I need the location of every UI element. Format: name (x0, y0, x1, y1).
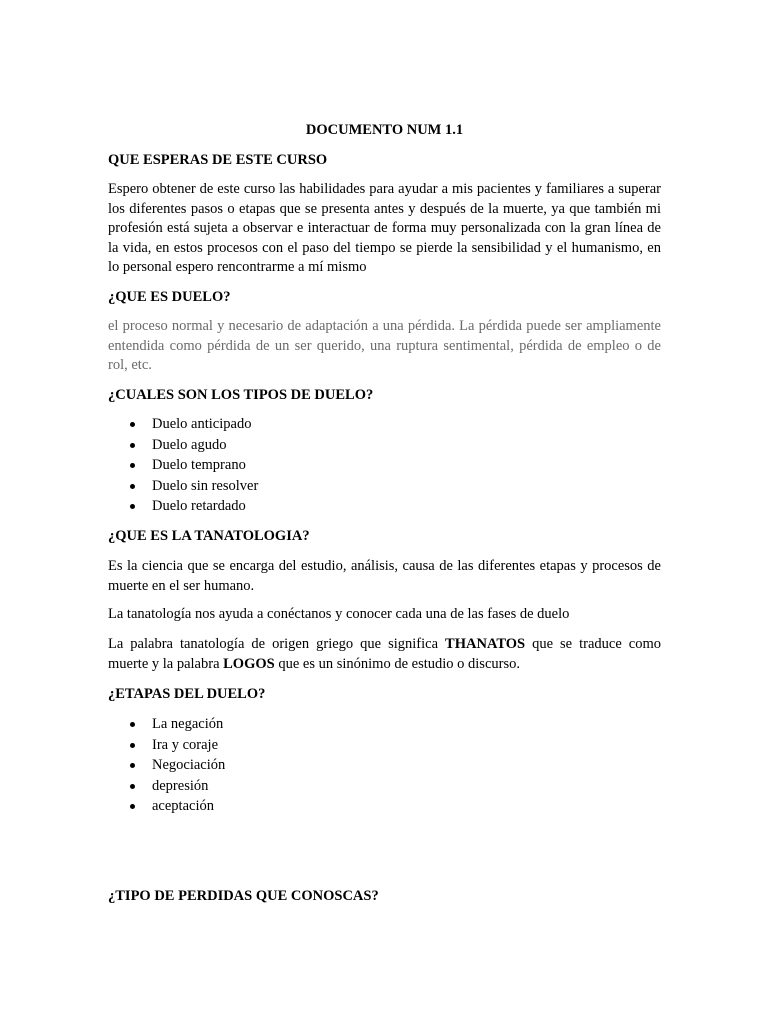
list-item (108, 435, 258, 456)
list-item-label: Ira y coraje (152, 736, 219, 753)
bullet-icon (130, 484, 135, 489)
paragraph-tanatologia-purpose: La tanatología nos ayuda a conéctanos y conocer cada una de las fases de duelo (108, 606, 570, 622)
etymology-text: que es un sinónimo de estudio o discurso. (274, 655, 520, 672)
bullet-icon (130, 743, 135, 748)
list-item (108, 496, 258, 517)
paragraph-tanatologia-definition: Es la ciencia que se encarga del estudio, análisis, causa de las diferentes etapas y procesos de muerte en el ser humano. (108, 558, 661, 594)
list-item (108, 796, 225, 817)
heading-etapas-del-duelo: ¿ETAPAS DEL DUELO? (108, 686, 266, 702)
bullet-icon (130, 504, 135, 509)
document-title: DOCUMENTO NUM 1.1 (305, 122, 464, 138)
list-item-label: Duelo agudo (152, 436, 227, 453)
heading-tipos-de-duelo: ¿CUALES SON LOS TIPOS DE DUELO? (108, 387, 374, 403)
list-item-label: Duelo temprano (152, 457, 246, 473)
heading-expectations: QUE ESPERAS DE ESTE CURSO (108, 152, 328, 168)
heading-que-es-tanatologia: ¿QUE ES LA TANATOLOGIA? (108, 528, 310, 544)
list-item-label: aceptación (152, 798, 214, 814)
list-item (108, 714, 225, 735)
list-tipos-de-duelo (108, 414, 258, 517)
list-item (108, 735, 225, 756)
list-item (108, 455, 258, 476)
list-item-label: depresión (152, 777, 209, 794)
list-item-label: La negación (152, 716, 224, 732)
list-item-label: Duelo sin resolver (152, 477, 259, 494)
bullet-icon (130, 422, 135, 427)
heading-tipo-de-perdidas: ¿TIPO DE PERDIDAS QUE CONOSCAS? (108, 888, 379, 904)
bullet-icon (130, 763, 135, 768)
list-item (108, 776, 225, 797)
bullet-icon (130, 722, 135, 727)
etymology-text: que se traduce como muerte y la palabra (108, 636, 661, 672)
list-item (108, 755, 225, 776)
bullet-icon (130, 804, 135, 809)
list-item-label: Duelo anticipado (152, 416, 252, 432)
bullet-icon (130, 784, 135, 789)
bullet-icon (130, 463, 135, 468)
etymology-text: La palabra tanatología de origen griego que significa (108, 636, 446, 652)
paragraph-expectations: Espero obtener de este curso las habilidades para ayudar a mis pacientes y familiares a superar los diferentes pasos o etapas que se presenta antes y después de la muerte, ya que también mi profesión está sujeta a observar e interactuar de forma muy personalizada con la gran línea de la vida, en estos procesos con el paso del tiempo se pierde la sensibilidad y el humanismo, en lo personal espero rencontrarme a mí mismo (108, 181, 661, 276)
bullet-icon (130, 443, 135, 448)
list-item (108, 476, 258, 497)
list-item (108, 414, 258, 435)
paragraph-tanatologia-etymology (108, 635, 661, 674)
term-thanatos: THANATOS (445, 636, 526, 652)
term-logos: LOGOS (223, 655, 275, 672)
list-item-label: Negociación (152, 757, 226, 773)
list-item-label: Duelo retardado (152, 498, 246, 514)
paragraph-duelo-definition: el proceso normal y necesario de adaptación a una pérdida. La pérdida puede ser ampliamente entendida como pérdida de un ser querido, una ruptura sentimental, pérdida de empleo o de rol, etc. (108, 318, 661, 374)
heading-que-es-duelo: ¿QUE ES DUELO? (108, 289, 231, 305)
list-etapas-del-duelo (108, 714, 225, 817)
